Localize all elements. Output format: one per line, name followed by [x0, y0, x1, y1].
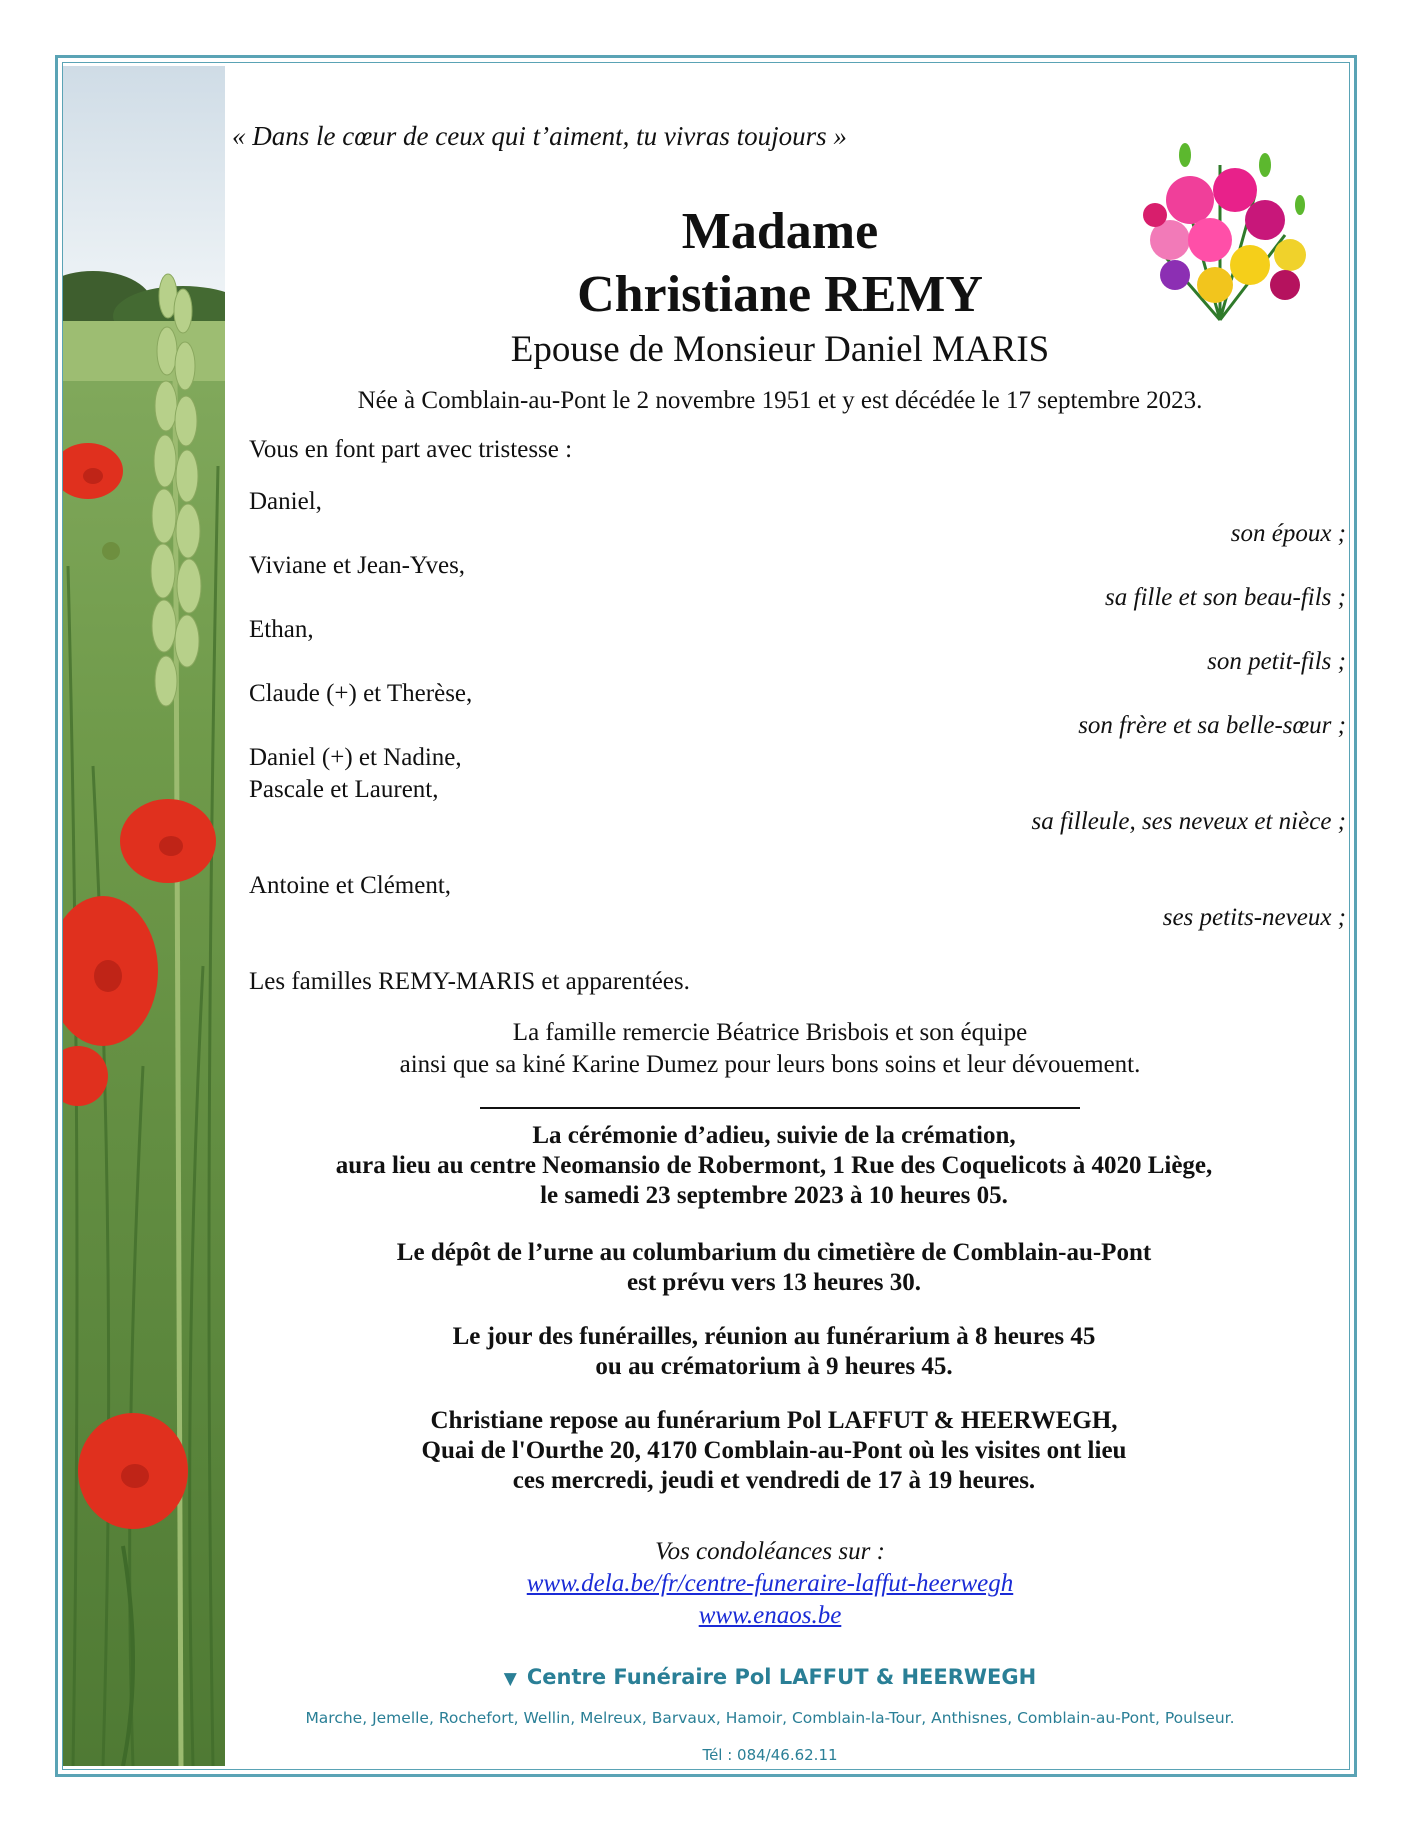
birth-death-line: Née à Comblain-au-Pont le 2 novembre 1951 et y est décédée le 17 septembre 2023.	[357, 387, 1203, 414]
family-names: Daniel,	[249, 488, 322, 515]
visits-info	[248, 1406, 1300, 1496]
family-relation: son frère et sa belle-sœur ;	[1078, 712, 1346, 739]
urn-info	[248, 1238, 1300, 1298]
family-relation: son époux ;	[1230, 520, 1346, 547]
family-names: Viviane et Jean-Yves,	[249, 552, 466, 579]
urn-line: Le dépôt de l’urne au columbarium du cimetière de Comblain-au-Pont	[396, 1239, 1152, 1266]
meeting-line: ou au crématorium à 9 heures 45.	[595, 1353, 953, 1380]
urn-line: est prévu vers 13 heures 30.	[627, 1269, 921, 1296]
funeral-home-locations: Marche, Jemelle, Rochefort, Wellin, Melreux, Barvaux, Hamoir, Comblain-la-Tour, Anthisnes, Comblain-au-Pont, Poulseur.	[305, 1709, 1235, 1727]
ceremony-line: aura lieu au centre Neomansio de Robermont, 1 Rue des Coquelicots à 4020 Liège,	[335, 1152, 1213, 1179]
thanks-line: ainsi que sa kiné Karine Dumez pour leurs bons soins et leur dévouement.	[399, 1051, 1141, 1078]
family-relation: ses petits-neveux ;	[1162, 904, 1346, 931]
funeral-home-phone: Tél : 084/46.62.11	[702, 1746, 838, 1764]
field-photo-strip	[63, 66, 225, 1766]
condolences-link-dela[interactable]: www.dela.be/fr/centre-funeraire-laffut-heerwegh	[526, 1570, 1014, 1597]
family-names: Pascale et Laurent,	[249, 776, 439, 803]
thanks-line: La famille remercie Béatrice Brisbois et son équipe	[512, 1019, 1028, 1046]
funeral-home-label: Centre Funéraire Pol LAFFUT & HEERWEGH	[526, 1665, 1037, 1689]
deceased-name: Christiane REMY	[577, 266, 983, 323]
visits-line: Quai de l'Ourthe 20, 4170 Comblain-au-Pont où les visites ont lieu	[421, 1437, 1127, 1464]
family-relation: sa filleule, ses neveux et nièce ;	[1031, 808, 1346, 835]
memorial-quote: « Dans le cœur de ceux qui t’aiment, tu vivras toujours »	[232, 121, 847, 151]
family-names: Claude (+) et Therèse,	[249, 680, 473, 707]
funeral-home-name	[300, 1665, 1240, 1689]
family-names: Antoine et Clément,	[249, 872, 452, 899]
condolences-label: Vos condoléances sur :	[655, 1538, 885, 1565]
families-line: Les familles REMY-MARIS et apparentées.	[249, 968, 690, 995]
triangle-down-icon: ▼	[503, 1669, 517, 1689]
meeting-line: Le jour des funérailles, réunion au funérarium à 8 heures 45	[452, 1323, 1096, 1350]
family-relation: son petit-fils ;	[1207, 648, 1346, 675]
deceased-title: Madame	[681, 203, 879, 260]
family-relation: sa fille et son beau-fils ;	[1105, 584, 1346, 611]
ceremony-line: La cérémonie d’adieu, suivie de la crémation,	[532, 1122, 1016, 1149]
section-divider	[480, 1107, 1080, 1109]
ceremony-line: le samedi 23 septembre 2023 à 10 heures 05.	[540, 1182, 1008, 1209]
meeting-info	[248, 1322, 1300, 1382]
spouse-line: Epouse de Monsieur Daniel MARIS	[510, 329, 1050, 370]
announcement-intro: Vous en font part avec tristesse :	[249, 436, 573, 463]
condolences-link-enaos[interactable]: www.enaos.be	[698, 1602, 842, 1629]
visits-line: ces mercredi, jeudi et vendredi de 17 à 19 heures.	[512, 1467, 1036, 1494]
wheat-poppy-illustration	[63, 66, 225, 1766]
family-names: Daniel (+) et Nadine,	[249, 744, 462, 771]
family-names: Ethan,	[249, 616, 314, 643]
visits-line: Christiane repose au funérarium Pol LAFFUT & HEERWEGH,	[430, 1407, 1118, 1434]
ceremony-info	[248, 1121, 1300, 1211]
